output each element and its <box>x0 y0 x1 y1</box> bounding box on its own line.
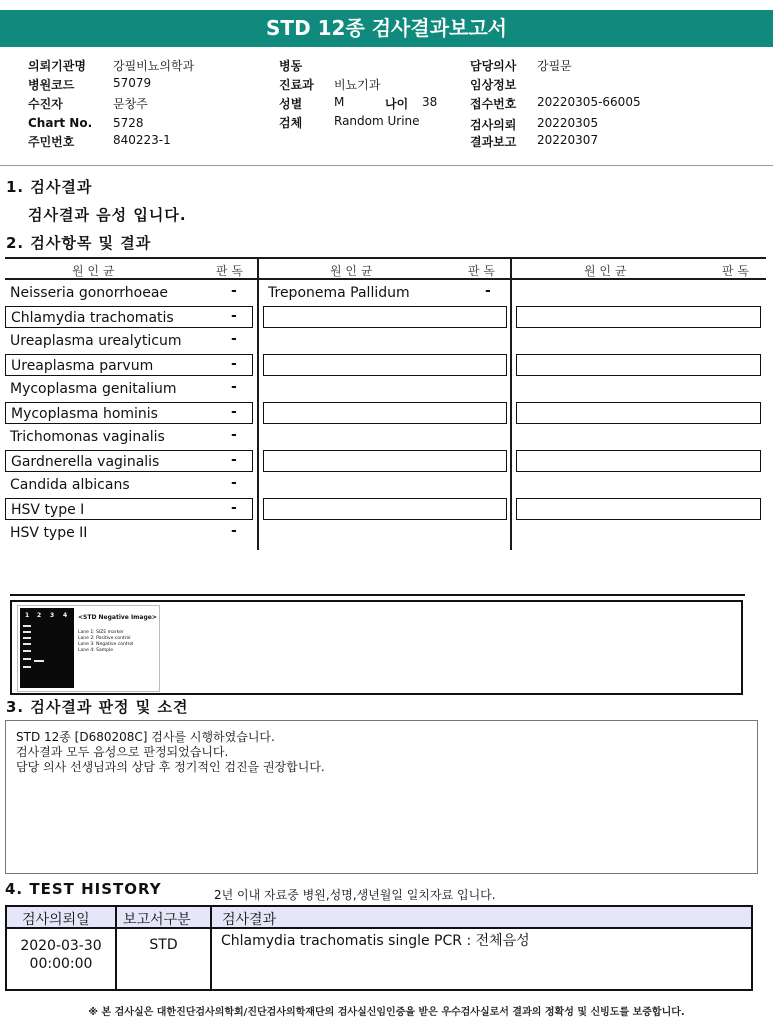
result-row <box>5 306 253 328</box>
institution-label: 의뢰기관명 <box>28 59 86 73</box>
result-row <box>5 378 253 400</box>
opinion-line: STD 12종 [D680208C] 검사를 시행하였습니다. <box>16 730 275 744</box>
pathogen-name: Neisseria gonorrhoeae <box>10 285 169 301</box>
report-date-label: 결과보고 <box>470 135 517 149</box>
result-row <box>5 354 253 376</box>
recipient-label: 수진자 <box>28 97 63 111</box>
positive-band <box>34 660 44 662</box>
pathogen-name: Ureaplasma parvum <box>11 358 154 374</box>
sex-label: 성별 <box>279 97 303 111</box>
request-label: 검사의뢰 <box>470 118 517 132</box>
hospital-code-label: 병원코드 <box>28 78 75 92</box>
hospital-code-value: 57079 <box>113 76 152 90</box>
marker-band <box>23 650 31 652</box>
column-header-result: 판 독 <box>468 264 495 278</box>
institution-value: 강필비뇨의학과 <box>113 59 195 73</box>
result-value: - <box>231 331 237 347</box>
pathogen-name: Gardnerella vaginalis <box>11 454 160 470</box>
table-header-rule <box>5 278 766 280</box>
result-row <box>5 330 253 352</box>
pathogen-name: Mycoplasma genitalium <box>10 381 177 397</box>
section2-title: 2. 검사항목 및 결과 <box>6 234 152 252</box>
chart-no-value: 5728 <box>113 116 144 130</box>
specimen-label: 검체 <box>279 116 303 130</box>
empty-row <box>263 498 507 520</box>
result-value: - <box>231 500 237 516</box>
footer-certification-note: ※ 본 검사실은 대한진단검사의학회/진단검사의학재단의 검사실신임인증을 받은 우수검사실로서 결과의 정확성 및 신빙도를 보증합니다. <box>88 1007 685 1018</box>
history-header-row <box>7 907 751 929</box>
lane-number: 2 <box>37 612 42 619</box>
section4-title: 4. TEST HISTORY <box>5 880 162 898</box>
age-label: 나이 <box>385 97 409 111</box>
column-header-result: 판 독 <box>722 264 749 278</box>
report-title: STD 12종 검사결과보고서 <box>0 10 773 47</box>
result-value: - <box>231 308 237 324</box>
opinion-line: 검사결과 모두 음성으로 판정되었습니다. <box>16 745 229 759</box>
history-col-result: 검사결과 <box>222 912 277 928</box>
section1-title: 1. 검사결과 <box>6 178 93 196</box>
history-col-date: 검사의뢰일 <box>22 912 90 928</box>
history-note: 2년 이내 자료중 병원,성명,생년월일 일치자료 입니다. <box>214 888 496 902</box>
result-row <box>5 522 253 544</box>
column-header-pathogen: 원 인 균 <box>584 264 627 278</box>
pathogen-name: Mycoplasma hominis <box>11 406 158 422</box>
header-divider <box>0 165 773 166</box>
dept-label: 진료과 <box>279 78 314 92</box>
specimen-value: Random Urine <box>334 114 420 128</box>
history-column-divider <box>210 907 212 989</box>
marker-band <box>23 643 31 645</box>
lane-description: Lane 3: Negative control <box>78 642 134 647</box>
pathogen-name: Ureaplasma urealyticum <box>10 333 182 349</box>
empty-row <box>516 402 761 424</box>
empty-row <box>516 354 761 376</box>
result-value: - <box>231 523 237 539</box>
lane-number: 1 <box>25 612 30 619</box>
history-col-type: 보고서구분 <box>123 912 191 928</box>
history-result: Chlamydia trachomatis single PCR : 전체음성 <box>221 933 530 949</box>
receipt-value: 20220305-66005 <box>537 95 641 109</box>
lane-number: 4 <box>63 612 68 619</box>
receipt-label: 접수번호 <box>470 97 517 111</box>
section3-title: 3. 검사결과 판정 및 소견 <box>6 698 189 716</box>
column-header-result: 판 독 <box>216 264 243 278</box>
pathogen-name: Candida albicans <box>10 477 130 493</box>
empty-row <box>516 498 761 520</box>
result-row <box>5 282 253 304</box>
gel-photo <box>20 608 74 688</box>
result-summary: 검사결과 음성 입니다. <box>28 206 187 224</box>
column-header-pathogen: 원 인 균 <box>330 264 373 278</box>
empty-row <box>263 354 507 376</box>
column-divider <box>257 259 259 550</box>
empty-row <box>516 450 761 472</box>
lane-description: Lane 2: Positive control <box>78 636 131 641</box>
empty-row <box>516 306 761 328</box>
age-value: 38 <box>422 95 438 109</box>
table-top-rule <box>5 257 766 259</box>
history-type: STD <box>149 937 178 953</box>
result-value: - <box>231 379 237 395</box>
doctor-label: 담당의사 <box>470 59 517 73</box>
lane-number: 3 <box>50 612 55 619</box>
pathogen-name: Chlamydia trachomatis <box>11 310 174 326</box>
column-header-pathogen: 원 인 균 <box>72 264 115 278</box>
marker-band <box>23 666 31 668</box>
opinion-line: 담당 의사 선생님과의 상담 후 정기적인 검진을 권장합니다. <box>16 760 325 774</box>
gel-thumbnail <box>17 605 160 692</box>
history-date-cell <box>7 937 115 973</box>
clinical-label: 임상정보 <box>470 78 517 92</box>
pathogen-name: HSV type II <box>10 525 88 541</box>
result-value: - <box>231 427 237 443</box>
result-row <box>5 498 253 520</box>
marker-band <box>23 631 31 633</box>
marker-band <box>23 658 31 660</box>
id-no-value: 840223-1 <box>113 133 171 147</box>
result-row <box>5 402 253 424</box>
result-value: - <box>231 404 237 420</box>
request-value: 20220305 <box>537 116 599 130</box>
gel-caption-title: <STD Negative Image> <box>78 614 157 621</box>
history-time: 00:00:00 <box>29 956 93 972</box>
result-row <box>5 474 253 496</box>
result-value: - <box>231 283 237 299</box>
result-value: - <box>485 283 491 299</box>
history-date: 2020-03-30 <box>20 938 102 954</box>
empty-row <box>263 450 507 472</box>
result-value: - <box>231 475 237 491</box>
empty-row <box>263 306 507 328</box>
dept-value: 비뇨기과 <box>334 78 381 92</box>
lane-description: Lane 4: Sample <box>78 648 113 653</box>
chart-no-label: Chart No. <box>28 116 93 130</box>
result-row <box>5 426 253 448</box>
doctor-value: 강필문 <box>537 59 572 73</box>
opinion-box <box>5 720 758 874</box>
empty-row <box>263 402 507 424</box>
result-row <box>5 450 253 472</box>
pathogen-name: HSV type I <box>11 502 85 518</box>
report-date-value: 20220307 <box>537 133 599 147</box>
ward-label: 병동 <box>279 59 303 73</box>
history-table <box>5 905 753 991</box>
lane-description: Lane 1: SIZE marker <box>78 630 124 635</box>
result-row <box>263 282 507 304</box>
marker-band <box>23 625 31 627</box>
id-no-label: 주민번호 <box>28 135 75 149</box>
sex-value: M <box>334 95 345 109</box>
image-divider <box>10 594 745 596</box>
pathogen-name: Trichomonas vaginalis <box>10 429 165 445</box>
pathogen-name: Treponema Pallidum <box>268 285 410 301</box>
result-value: - <box>231 452 237 468</box>
column-divider <box>510 259 512 550</box>
recipient-value: 문창주 <box>113 97 148 111</box>
result-value: - <box>231 356 237 372</box>
marker-band <box>23 637 31 639</box>
